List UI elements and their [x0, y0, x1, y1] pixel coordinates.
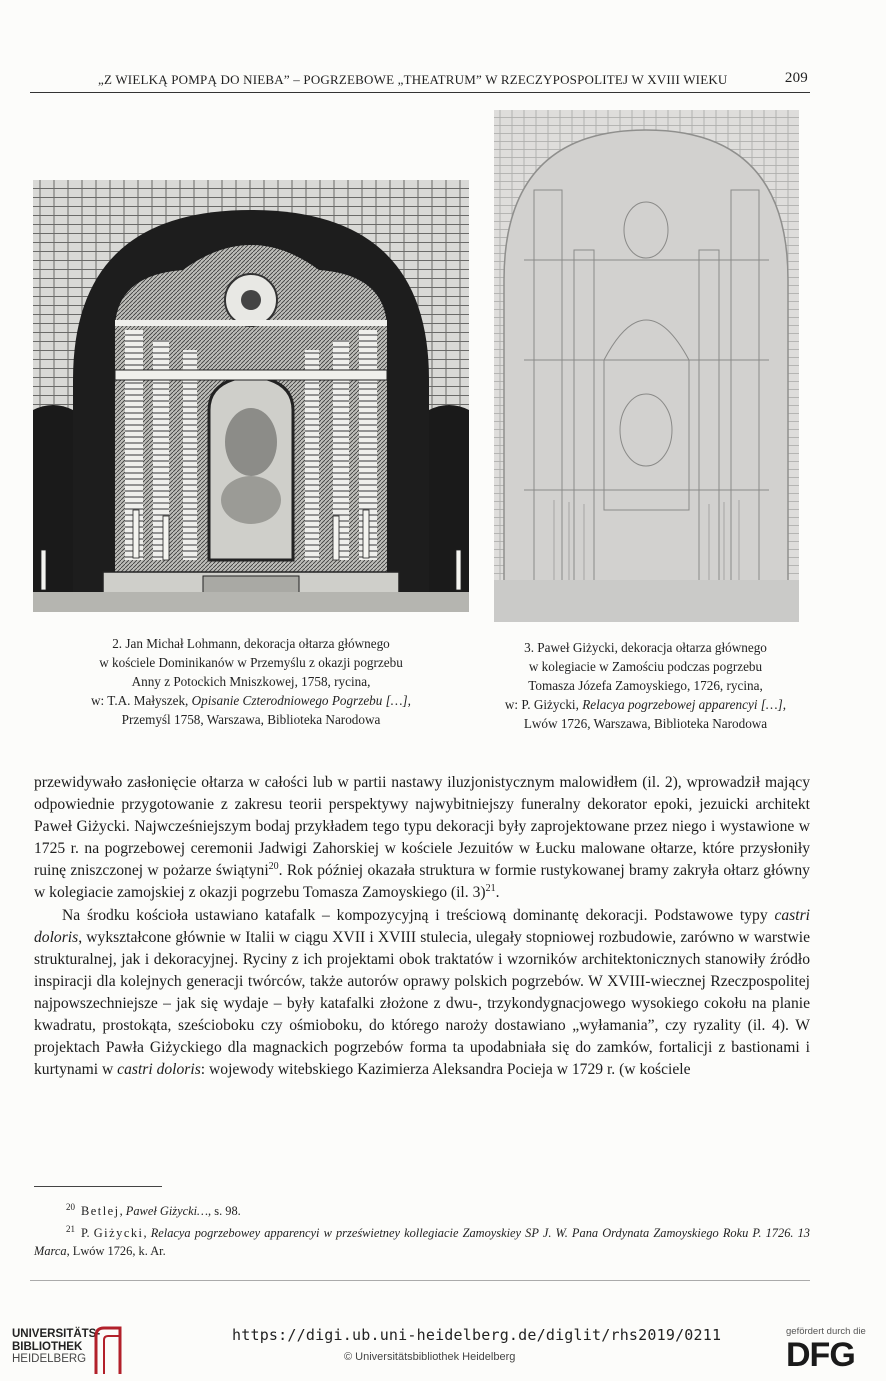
running-title: „Z WIELKĄ POMPĄ DO NIEBA” – POGRZEBOWE „THEATRUM” W RZECZYPOSPOLITEJ W XVIII WIEKU: [98, 72, 728, 87]
caption-line: Przemyśl 1758, Warszawa, Biblioteka Narodowa: [121, 712, 381, 727]
figure-2-engraving: [33, 180, 469, 612]
gate-engraving-illustration: [494, 110, 799, 622]
footnote-ref[interactable]: 21: [485, 883, 496, 895]
footnote-text: ,: [119, 1204, 126, 1219]
footnote-title: Relacya pogrzebowey apparencyi w prześwietney kollegiacie Zamoyskiey SP J. W. Pana Ordynata Zamoyskiego Roku P. 1726. 13 Marca: [34, 1226, 810, 1259]
permalink-url[interactable]: https://digi.ub.uni-heidelberg.de/diglit/rhs2019/0211: [232, 1326, 722, 1344]
body-text: [34, 772, 810, 1081]
italic-term: castri doloris: [34, 906, 810, 946]
footnotes: [34, 1198, 810, 1260]
footnote-text: , Lwów 1726, k. Ar.: [66, 1244, 166, 1259]
page-bottom-rule: [30, 1280, 810, 1281]
footnote-divider: [34, 1186, 162, 1187]
figure-2-caption: [33, 634, 469, 729]
caption-line: [478, 695, 813, 714]
caption-source-title: Opisanie Czterodniowego Pogrzebu […],: [191, 693, 411, 708]
footnote-author: Giżycki: [93, 1226, 144, 1241]
library-name-line: UNIVERSITÄTS-: [12, 1328, 101, 1340]
caption-line: [33, 691, 469, 710]
footnote-21: [34, 1220, 810, 1260]
text-run: Na środku kościoła ustawiano katafalk – kompozycyjną i treściową dominantę dekoracji. Podstawowe typy: [62, 906, 775, 924]
caption-line: w kościele Dominikanów w Przemyślu z okazji pogrzebu: [99, 655, 403, 670]
library-name-line: HEIDELBERG: [12, 1353, 87, 1365]
caption-line: Tomasza Józefa Zamoyskiego, 1726, rycina,: [528, 678, 763, 693]
caption-line: Anny z Potockich Mniszkowej, 1758, rycina,: [131, 674, 371, 689]
library-emblem-icon: [90, 1324, 124, 1376]
viewer-footer: [0, 1314, 886, 1381]
caption-line: 2. Jan Michał Lohmann, dekoracja ołtarza głównego: [112, 636, 390, 651]
text-run: przewidywało zasłonięcie ołtarza w całości lub w partii nastawy iluzjonistycznym malowidłem (il. 2), wprowadził mający odpowiednie przygotowanie z zakresu teorii perspektywy najwybitniejszy funeralny dekorator epoki, jezuicki architekt Paweł Giżycki. Najwcześniejszym bodaj przykładem tego typu dekoracji były zaprojektowane przez niego i wystawione w 1725 r. na pogrzebowej ceremonii Jadwigi Zahorskiej w kościele Jezuitów w Łucku malowane ołtarze, które przysłoniły ruinę zniszczonej w pożarze świątyni: [34, 774, 810, 880]
text-run: .: [495, 884, 500, 902]
caption-line: Lwów 1726, Warszawa, Biblioteka Narodowa: [523, 716, 768, 731]
funder-note: gefördert durch die: [786, 1326, 866, 1337]
page-number: 209: [784, 70, 808, 86]
footnote-20: [34, 1198, 810, 1220]
caption-line: w kolegiacie w Zamościu podczas pogrzebu: [528, 659, 763, 674]
running-header: [30, 72, 810, 93]
caption-text: w: P. Giżycki,: [504, 697, 583, 712]
footnote-ref[interactable]: 20: [268, 861, 279, 873]
footnote-text: ,: [143, 1226, 151, 1241]
library-name-line: BIBLIOTHEK: [12, 1340, 83, 1353]
footnote-title: Paweł Giżycki…: [125, 1204, 209, 1219]
footnote-author: Betlej: [81, 1204, 120, 1219]
library-logo[interactable]: [12, 1328, 100, 1366]
text-run: : wojewody witebskiego Kazimierza Aleksandra Pocieja w 1729 r. (w kościele: [200, 1061, 691, 1079]
text-run: . Rok później okazała struktura w formie rustykowanej bramy zakryła ołtarz główny w kolegiacie zamojskiej z okazji pogrzebu Tomasza Zamoyskiego (il. 3): [34, 862, 810, 902]
dfg-logo[interactable]: DFG: [786, 1336, 855, 1374]
paragraph: [34, 772, 810, 905]
caption-source-title: Relacya pogrzebowej apparencyi […],: [582, 697, 787, 712]
figure-3-caption: [478, 638, 813, 733]
italic-term: castri doloris: [117, 1061, 201, 1079]
footnote-text: P.: [81, 1226, 94, 1241]
copyright-notice: © Universitätsbibliothek Heidelberg: [344, 1351, 516, 1363]
caption-line: 3. Paweł Giżycki, dekoracja ołtarza głównego: [524, 640, 767, 655]
figure-3-engraving: [494, 110, 799, 622]
text-run: , wykształcone głównie w Italii w ciągu XVII i XVIII stulecia, ulegały stopniowej rozbudowie, zarówno w warstwie strukturalnej, jak i dekoracyjnej. Ryciny z ich projektami obok traktatów i wzorników architektonicznych stanowiły źródło inspiracji dla kolejnych generacji twórców, także autorów oprawy polskich pogrzebów. W XVIII-wiecznej Rzeczpospolitej najpowszechniejsze – jak się wydaje – były katafalki złożone z dwu-, trzykondygnacjowego wysokiego cokołu na planie kwadratu, prostokąta, sześcioboku czy ośmioboku, do którego naroży dostawiano „wyłamania”, czy ryzality (il. 4). W projektach Pawła Giżyckiego dla magnackich pogrzebów forma ta upodabniała się do zamków, fortalicji z bastionami i kurtynami w: [34, 928, 810, 1079]
footnote-number: 20: [66, 1202, 75, 1212]
caption-text: w: T.A. Małyszek,: [91, 693, 192, 708]
paragraph: [34, 905, 810, 1082]
footnote-text: , s. 98.: [208, 1204, 241, 1219]
footnote-number: 21: [66, 1224, 75, 1235]
altar-engraving-illustration: [33, 180, 469, 612]
